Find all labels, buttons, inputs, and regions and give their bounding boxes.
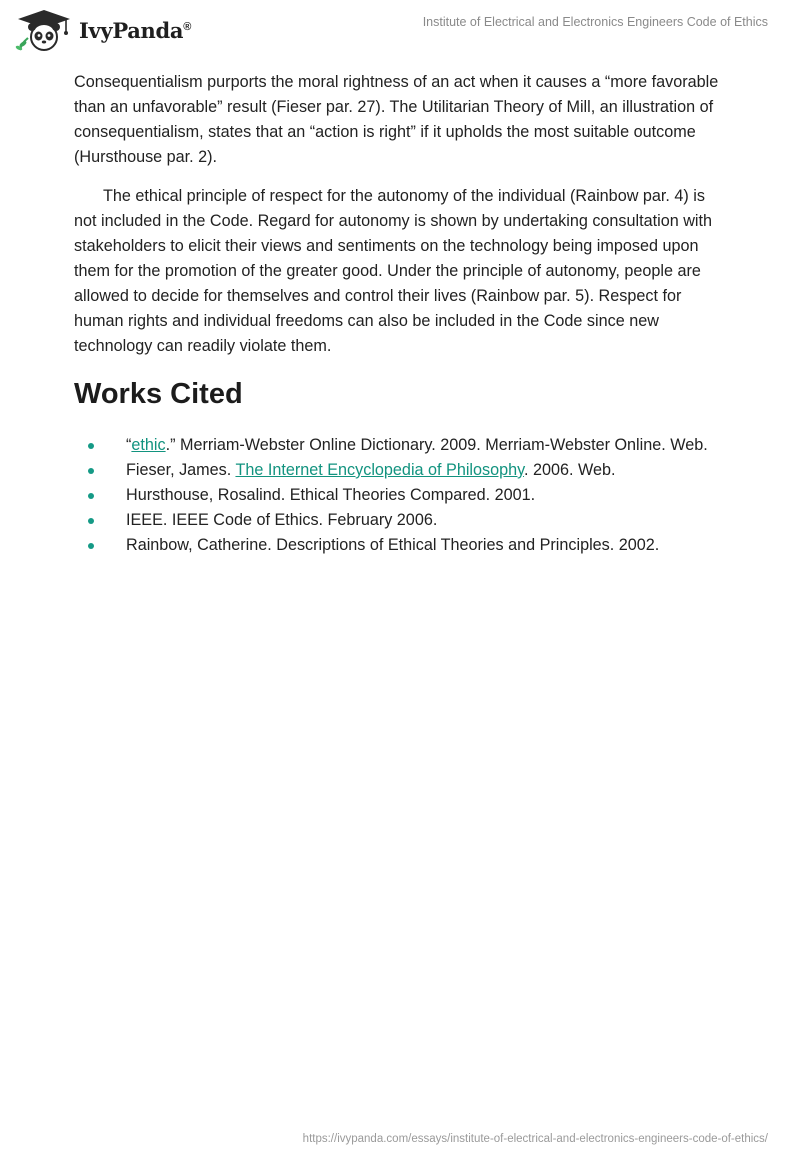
source-url[interactable]: https://ivypanda.com/essays/institute-of-electrical-and-electronics-engineers-code-of-ethics/ [302,1133,768,1145]
bullet-icon [88,443,94,449]
paragraph-autonomy: The ethical principle of respect for the autonomy of the individual (Rainbow par. 4) is not included in the Code. Regard for autonomy is shown by undertaking consultation with stakeholders to elicit their views and sentiments on the technology being imposed upon them for the promotion of the greater good. Under the principle of autonomy, people are allowed to decide for themselves and control their lives (Rainbow par. 5). Respect for human rights and individual freedoms can also be included in the Code since new technology can readily violate them. [74,187,712,355]
works-cited-list [74,433,724,558]
registered-mark: ® [183,20,192,33]
list-item: Hursthouse, Rosalind. Ethical Theories Compared. 2001. [74,483,724,508]
bullet-icon [88,518,94,524]
essay-content [74,70,724,558]
bullet-icon [88,468,94,474]
panda-graduation-cap-icon [14,8,74,52]
list-item: Rainbow, Catherine. Descriptions of Ethical Theories and Principles. 2002. [74,533,724,558]
list-item: “ethic.” Merriam-Webster Online Dictionary. 2009. Merriam-Webster Online. Web. [74,433,724,458]
bullet-icon [88,493,94,499]
page-header [0,0,800,60]
works-cited-heading: Works Cited [74,378,243,410]
brand-name: IvyPanda® [79,17,192,43]
citation-link-encyclopedia[interactable]: The Internet Encyclopedia of Philosophy [235,461,525,479]
document-title: Institute of Electrical and Electronics Engineers Code of Ethics [422,15,768,29]
ivypanda-logo[interactable] [14,8,191,52]
paragraph-consequentialism: Consequentialism purports the moral rightness of an act when it causes a “more favorable than an unfavorable” result (Fieser par. 27). The Utilitarian Theory of Mill, an illustration of consequentialism, states that an “action is right” if it upholds the most suitable outcome (Hursthouse par. 2). [74,73,719,166]
list-item: Fieser, James. The Internet Encyclopedia of Philosophy. 2006. Web. [74,458,724,483]
citation-link-ethic[interactable]: ethic [131,436,166,454]
list-item: IEEE. IEEE Code of Ethics. February 2006. [74,508,724,533]
bullet-icon [88,543,94,549]
